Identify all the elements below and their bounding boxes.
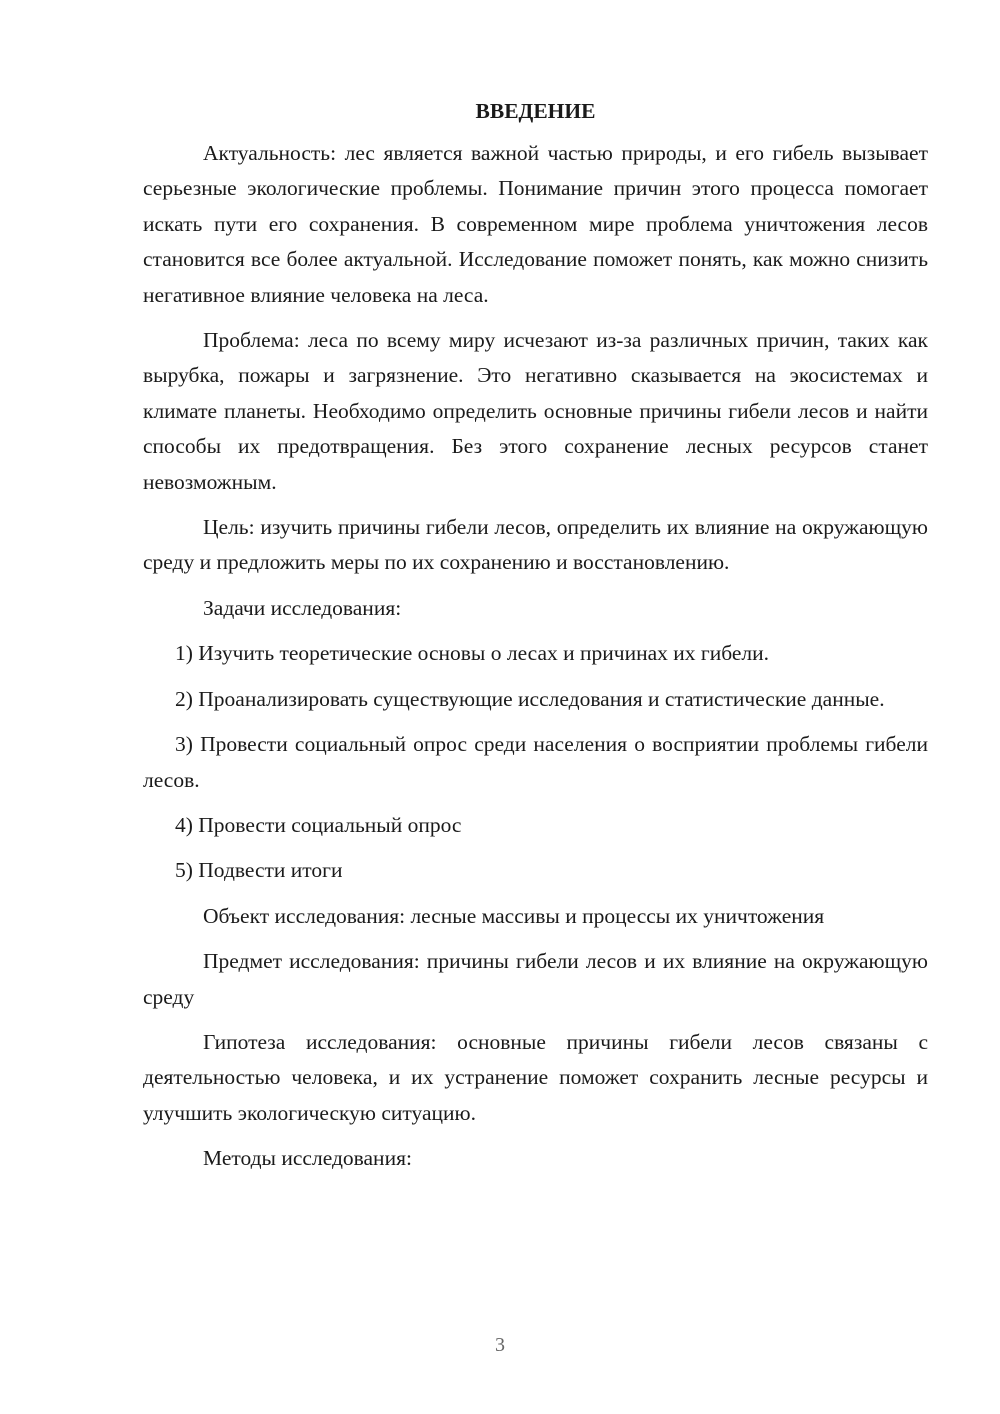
document-body bbox=[143, 96, 928, 1187]
goal-paragraph: Цель: изучить причины гибели лесов, определить их влияние на окружающую среду и предложить меры по их сохранению и восстановлению. bbox=[143, 515, 928, 575]
methods-paragraph: Методы исследования: bbox=[203, 1146, 412, 1171]
task-item-3: 3) Провести социальный опрос среди населения о восприятии проблемы гибели лесов. bbox=[143, 732, 928, 792]
task-item-5: 5) Подвести итоги bbox=[175, 858, 343, 883]
problem-paragraph: Проблема: леса по всему миру исчезают из-за различных причин, таких как вырубка, пожары и загрязнение. Это негативно сказывается на экосистемах и климате планеты. Необходимо определить основные причины гибели лесов и найти способы их предотвращения. Без этого сохранение лесных ресурсов станет невозможным. bbox=[143, 328, 928, 494]
relevance-paragraph: Актуальность: лес является важной частью природы, и его гибель вызывает серьезные экологические проблемы. Понимание причин этого процесса помогает искать пути его сохранения. В современном мире проблема уничтожения лесов становится все более актуальной. Исследование поможет понять, как можно снизить негативное влияние человека на леса. bbox=[143, 141, 928, 307]
task-item-2: 2) Проанализировать существующие исследования и статистические данные. bbox=[175, 686, 885, 711]
hypothesis-paragraph: Гипотеза исследования: основные причины гибели лесов связаны с деятельностью человека, и их устранение поможет сохранить лесные ресурсы и улучшить экологическую ситуацию. bbox=[143, 1029, 928, 1125]
tasks-title: Задачи исследования: bbox=[203, 595, 402, 620]
task-item-1: 1) Изучить теоретические основы о лесах и причинах их гибели. bbox=[175, 641, 770, 666]
page-number: 3 bbox=[495, 1334, 505, 1356]
task-item-4: 4) Провести социальный опрос bbox=[175, 812, 462, 837]
subject-paragraph: Предмет исследования: причины гибели лесов и их влияние на окружающую среду bbox=[143, 949, 928, 1009]
object-paragraph: Объект исследования: лесные массивы и процессы их уничтожения bbox=[203, 903, 825, 928]
page-heading: ВВЕДЕНИЕ bbox=[475, 99, 596, 123]
